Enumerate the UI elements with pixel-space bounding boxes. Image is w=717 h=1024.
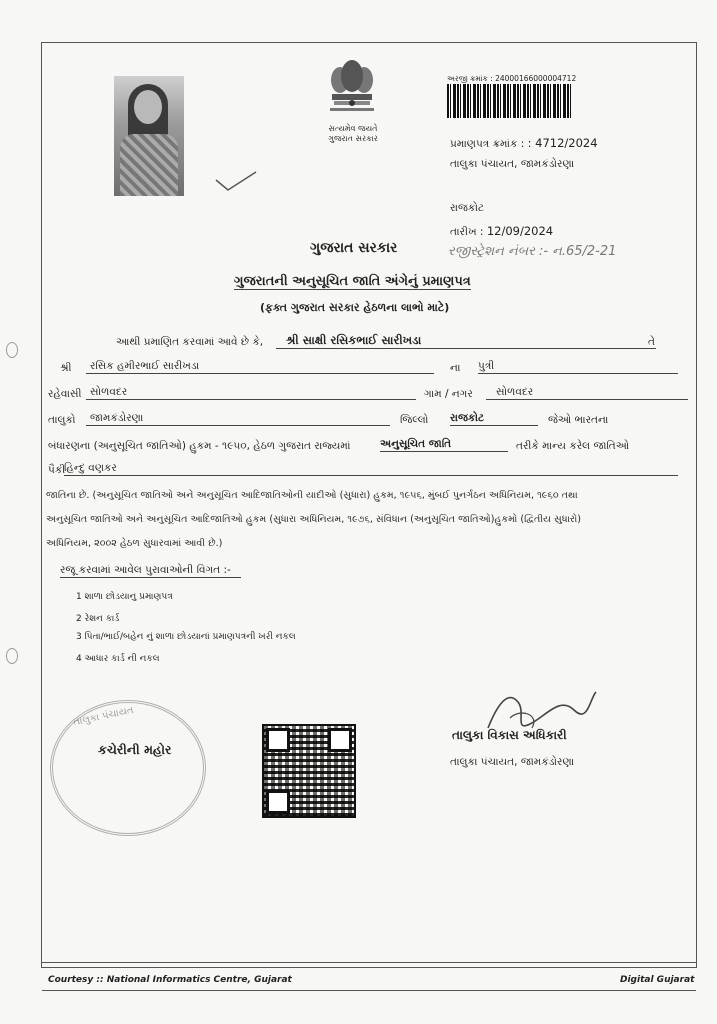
applicant-photo (114, 76, 184, 196)
emblem-caption-1: સત્યમેવ જયતે (328, 124, 378, 133)
pen-tick-mark (214, 168, 258, 194)
stamp-text: તાલુકા પંચાયત (72, 704, 135, 729)
of-label: પૈકી (48, 464, 66, 476)
district-label: જિલ્લો (400, 414, 429, 426)
footer-courtesy: Courtesy :: National Informatics Centre, Gujarat (48, 975, 292, 985)
caste-category: અનુસૂચિત જાતિ (380, 438, 508, 452)
issuing-office: તાલુકા પંચાયત, જામકંડોરણા (450, 158, 575, 170)
emblem-icon (320, 56, 384, 122)
father-name: રસિક હમીરભાઈ સારીખડા (86, 360, 434, 374)
caste-value: હિન્દુ વણકર (64, 462, 678, 476)
relation: પુત્રી (478, 360, 678, 374)
barcode (447, 84, 571, 118)
taluka-value: જામકંડોરણા (86, 412, 390, 426)
emblem-caption-2: ગુજરાત સરકાર (328, 134, 378, 143)
resident-value: સોળવદર (86, 386, 416, 400)
village-value: સોળવદર (486, 386, 688, 400)
evidence-item-1: 1 શાળા છોડયાનુ પ્રમાણપત્ર (76, 592, 173, 602)
legal-para-line-1: જાતિના છે. (અનુસૂચિત જાતિઓ અને અનુસૂચિત આદિજાતિઓની યાદીઓ (સુધારા) હુકમ, ૧૯૫૬, મુંબઈ પુનર્ગઠન અધિનિયમ, ૧૯૬૦ તથા (46, 490, 578, 501)
shri-label: શ્રી (60, 362, 72, 374)
issue-date: તારીખ : 12/09/2024 (450, 224, 554, 238)
evidence-item-2: 2 રેશન કાર્ડ (76, 614, 120, 624)
legal-para-line-2: અનુસૂચિત જાતિઓ અને અનુસૂચિત આદિજાતિઓ હુકમ (સુધારા અધિનિયમ, ૧૯૭૬, સંવિધાન (અનુસૂચિત જાતિઓ)હુકમો (દ્વિતીય સુધારો) (46, 514, 582, 525)
recognized-text: તરીકે માન્ય કરેલ જાતિઓ (516, 440, 630, 452)
office-stamp (50, 700, 206, 836)
punch-hole-bottom (6, 648, 18, 664)
te-text: તે (648, 336, 655, 348)
signatory-office: તાલુકા પંચાયત, જામકંડોરણા (450, 756, 575, 768)
district-value: રાજકોટ (450, 412, 538, 426)
which-india-text: જેઓ ભારતના (548, 414, 609, 426)
signatory-title: તાલુકા વિકાસ અધિકારી (452, 728, 567, 742)
taluka-label: તાલુકો (48, 414, 76, 426)
certificate-subtitle: (ફક્ત ગુજરાત સરકાર હેઠળના લાભો માટે) (260, 301, 450, 314)
district-header: રાજકોટ (450, 202, 485, 214)
certificate-number: પ્રમાણપત્ર ક્રમાંક : : 4712/2024 (450, 136, 598, 150)
office-seal-label: કચેરીની મહોર (98, 742, 172, 757)
applicant-name: શ્રી સાક્ષી રસિકભાઈ સારીખડા (276, 333, 656, 349)
legal-para-line-3: અધિનિયમ, ૨૦૦૨ હેઠળ સુધારવામાં આવી છે.) (46, 538, 223, 549)
registration-number-handwritten: રજીસ્ટ્રેશન નંબર :- ન.65/2-21 (448, 244, 617, 259)
constitution-text: બંધારણના (અનુસૂચિત જાતિઓ) હુકમ - ૧૯૫૦, હેઠળ ગુજરાત રાજ્યમાં (48, 440, 351, 452)
footer-bottom-line (42, 990, 696, 991)
application-number: અરજી ક્રમાંક : 24000166000004712 (447, 74, 577, 83)
punch-hole-top (6, 342, 18, 358)
certificate-title: ગુજરાતની અનુસૂચિત જાતિ અંગેનું પ્રમાણપત્ર (234, 274, 471, 289)
evidence-item-4: 4 આધાર કાર્ડ ની નકલ (76, 654, 160, 664)
resident-label: રહેવાસી (48, 388, 82, 400)
evidence-item-3: 3 પિતા/ભાઈ/બહેન નું શાળા છોડયાનાં પ્રમાણપત્રની ખરી નકલ (76, 632, 296, 642)
footer-brand: Digital Gujarat (620, 975, 695, 985)
na-label: ના (450, 362, 461, 374)
certify-prefix: આથી પ્રમાણિત કરવામાં આવે છે કે, (116, 336, 264, 348)
footer-divider (42, 962, 696, 963)
evidence-heading: રજૂ કરવામાં આવેલ પુરાવાઓની વિગત :- (60, 564, 241, 578)
village-label: ગામ / નગર (424, 388, 473, 400)
government-title: ગુજરાત સરકાર (310, 240, 398, 256)
qr-code (262, 724, 356, 818)
